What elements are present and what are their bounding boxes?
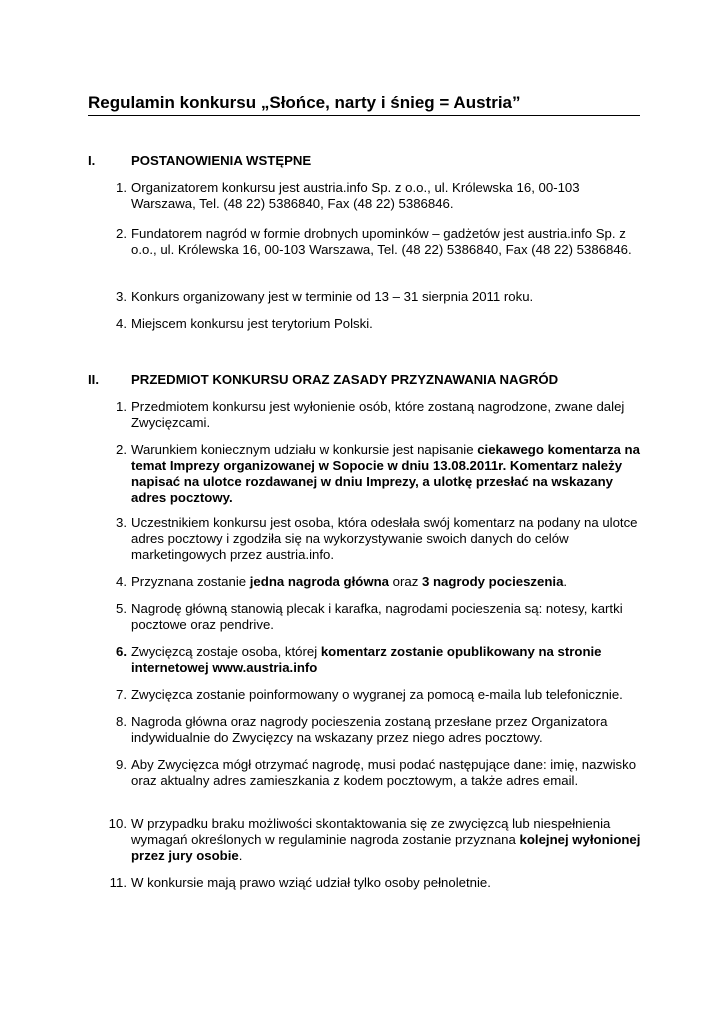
- page-title: Regulamin konkursu „Słońce, narty i śnieg = Austria”: [88, 92, 640, 116]
- item-number: 10.: [108, 816, 127, 831]
- item-number: 8.: [116, 714, 127, 729]
- item-number: 6.: [116, 644, 127, 659]
- item-text: Uczestnikiem konkursu jest osoba, która odesłała swój komentarz na podany na ulotce adres pocztowy i zgodziła się na wykorzystywanie swoich danych do celów marketingowych przez austria.info.: [131, 515, 638, 562]
- item-number: 1.: [116, 180, 127, 195]
- section-title: PRZEDMIOT KONKURSU ORAZ ZASADY PRZYZNAWANIA NAGRÓD: [131, 372, 559, 387]
- item-text: [131, 574, 643, 590]
- list-item: [103, 601, 643, 633]
- item-number: 1.: [116, 399, 127, 414]
- item-text-plain: oraz: [388, 574, 422, 589]
- section-title: POSTANOWIENIA WSTĘPNE: [131, 153, 312, 168]
- item-text: [131, 442, 643, 506]
- item-number: 2.: [116, 442, 127, 457]
- item-number: 7.: [116, 687, 127, 702]
- item-text: Konkurs organizowany jest w terminie od 13 – 31 sierpnia 2011 roku.: [131, 289, 534, 304]
- item-text-plain: .: [563, 574, 568, 589]
- item-text: Fundatorem nagród w formie drobnych upominków – gadżetów jest austria.info Sp. z o.o., ul. Królewska 16, 00-103 Warszawa, Tel. (48 22) 5386840, Fax (48 22) 5386846.: [131, 226, 632, 257]
- item-text: Nagrodę główną stanowią plecak i karafka, nagrodami pocieszenia są: notesy, kartki pocztowe oraz pendrive.: [131, 601, 623, 632]
- list-item: [103, 875, 643, 891]
- list-item: [103, 757, 643, 789]
- item-text-bold: 3 nagrody pocieszenia: [421, 574, 564, 589]
- item-number: 11.: [109, 875, 127, 890]
- item-text: W konkursie mają prawo wziąć udział tylko osoby pełnoletnie.: [131, 875, 491, 890]
- item-text-bold: kolejnej wyłonionej przez jury osobie: [131, 832, 641, 863]
- list-item: [103, 515, 643, 563]
- list-item: [103, 714, 643, 746]
- list-item: [103, 289, 643, 305]
- item-number: 3.: [116, 515, 127, 530]
- list-item: [103, 399, 643, 431]
- list-item: [103, 226, 643, 258]
- item-text-plain: W przypadku braku możliwości skontaktowania się ze zwycięzcą lub niespełnienia wymagań określonych w regulaminie nagroda zostanie przyznana: [131, 816, 611, 847]
- item-text-plain: Przyznana zostanie: [131, 574, 250, 589]
- item-text-bold: jedna nagroda główna: [249, 574, 389, 589]
- item-text: Nagroda główna oraz nagrody pocieszenia zostaną przesłane przez Organizatora indywidualnie do Zwycięzcy na wskazany przez niego adres pocztowy.: [131, 714, 608, 745]
- item-number: 3.: [116, 289, 127, 304]
- item-text-plain: Zwycięzcą zostaje osoba, której: [131, 644, 321, 659]
- list-item: [103, 574, 643, 590]
- list-item: [103, 316, 643, 332]
- item-text-bold: ciekawego komentarza na temat Imprezy organizowanej w Sopocie w dniu 13.08.2011r. Komentarz należy napisać na ulotce rozdawanej w dniu Imprezy, a ulotkę przesłać na wskazany adres pocztowy.: [131, 442, 640, 505]
- item-number: 5.: [116, 601, 127, 616]
- item-text: Organizatorem konkursu jest austria.info Sp. z o.o., ul. Królewska 16, 00-103 Warszawa, Tel. (48 22) 5386840, Fax (48 22) 5386846.: [131, 180, 580, 211]
- item-number: 9.: [116, 757, 127, 772]
- item-text: [131, 816, 643, 864]
- item-text: Zwycięzca zostanie poinformowany o wygranej za pomocą e-maila lub telefonicznie.: [131, 687, 623, 702]
- item-number: 2.: [116, 226, 127, 241]
- section-number: I.: [88, 153, 96, 168]
- list-item: [103, 644, 643, 676]
- list-item: [103, 816, 643, 864]
- item-text-bold: komentarz zostanie opublikowany na stronie internetowej www.austria.info: [131, 644, 602, 675]
- item-text: [131, 644, 643, 676]
- item-text-plain: .: [238, 848, 243, 863]
- item-number: 4.: [116, 316, 127, 331]
- list-item: [103, 180, 643, 212]
- section-number: II.: [88, 372, 99, 387]
- item-text: Aby Zwycięzca mógł otrzymać nagrodę, musi podać następujące dane: imię, nazwisko oraz aktualny adres zamieszkania z kodem pocztowym, a także adres email.: [131, 757, 637, 788]
- item-text: Przedmiotem konkursu jest wyłonienie osób, które zostaną nagrodzone, zwane dalej Zwycięzcami.: [131, 399, 625, 430]
- item-text-plain: Warunkiem koniecznym udziału w konkursie jest napisanie: [131, 442, 478, 457]
- item-number: 4.: [116, 574, 127, 589]
- list-item: [103, 687, 643, 703]
- item-text: Miejscem konkursu jest terytorium Polski.: [131, 316, 373, 331]
- list-item: [103, 442, 643, 506]
